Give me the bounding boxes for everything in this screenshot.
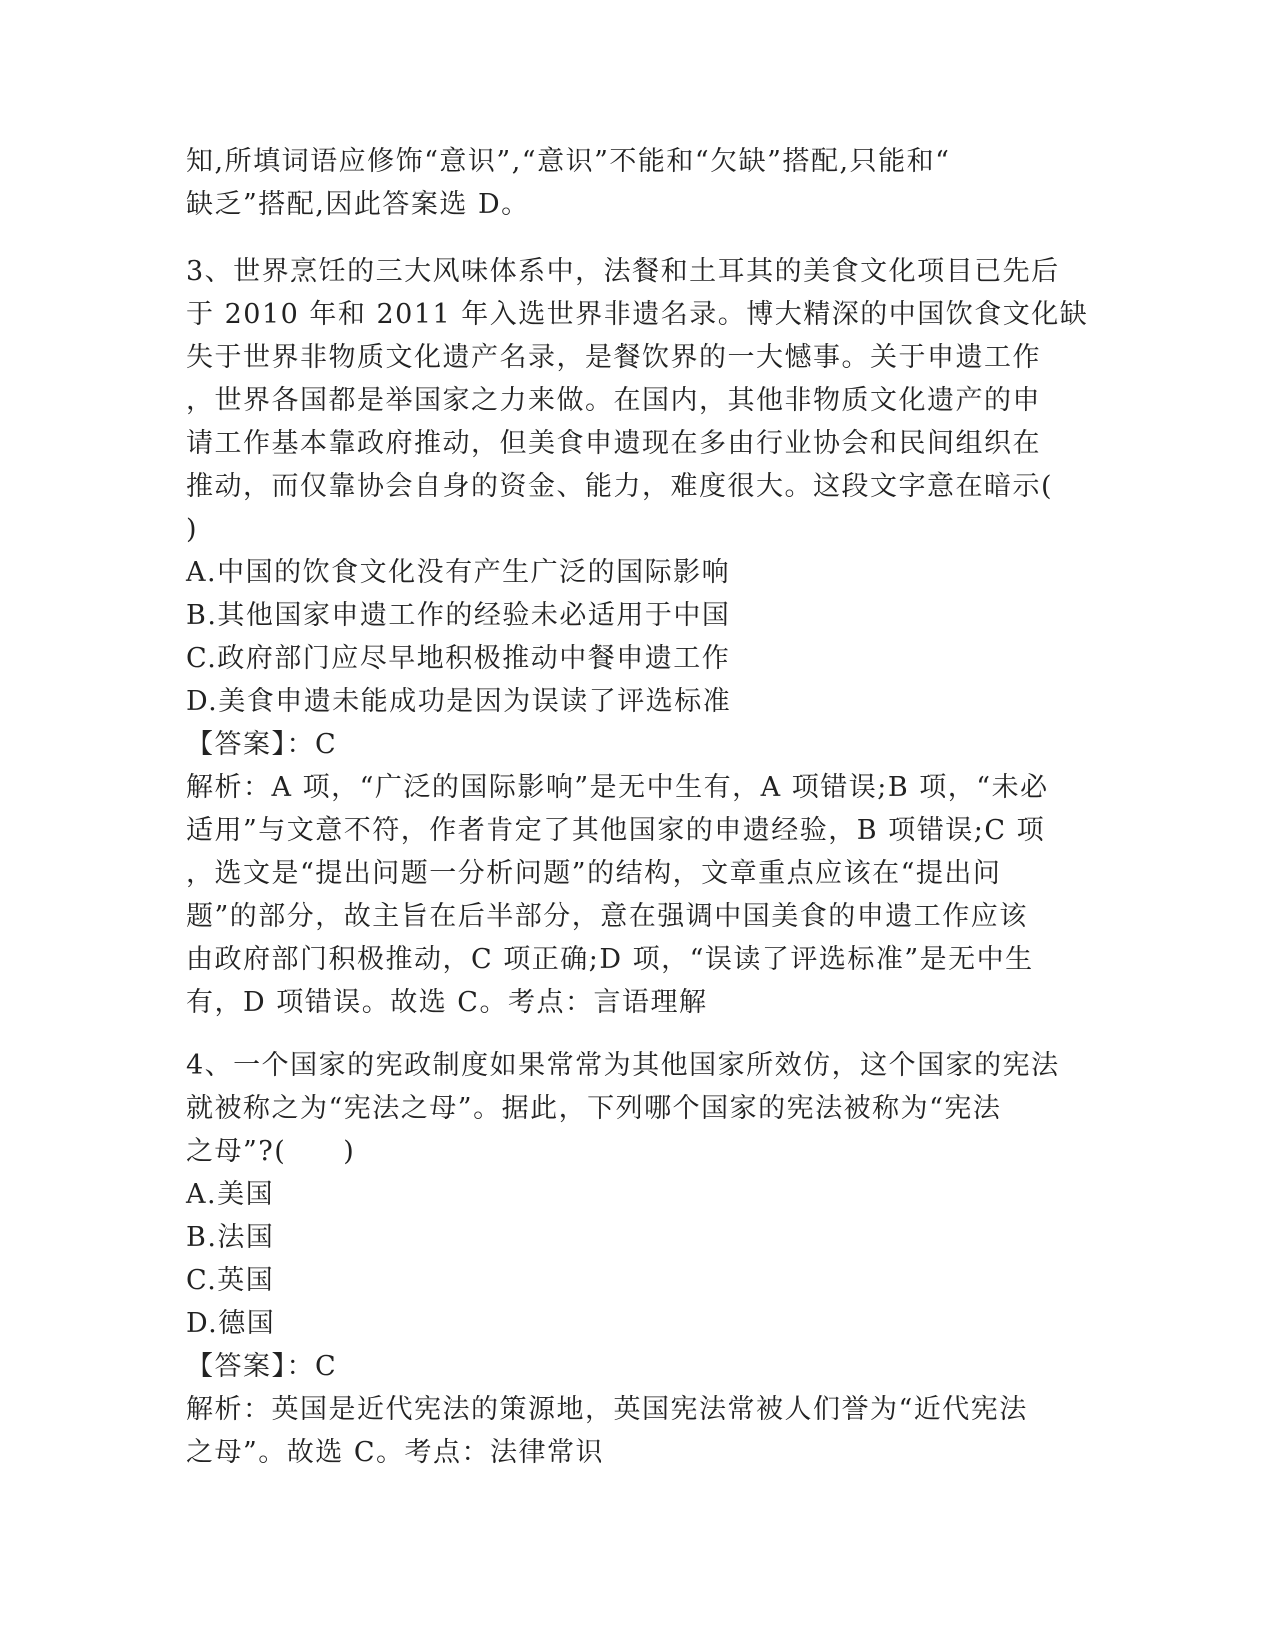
- option-a: A.美国: [186, 1179, 275, 1210]
- option-b: B.其他国家申遗工作的经验未必适用于中国: [186, 600, 731, 631]
- stem-line: 就被称之为“宪法之母”。据此，下列哪个国家的宪法被称为“宪法: [186, 1093, 1002, 1124]
- option-c: C.英国: [186, 1265, 275, 1296]
- text-line: 缺乏”搭配,因此答案选 D。: [186, 189, 530, 220]
- stem-line: 3、世界烹饪的三大风味体系中，法餐和土耳其的美食文化项目已先后: [186, 256, 1060, 287]
- analysis-line: 适用”与文意不符，作者肯定了其他国家的申遗经验，B 项错误;C 项: [186, 815, 1046, 846]
- options-list: [186, 1173, 1086, 1345]
- options-list: [186, 551, 1086, 723]
- stem-line: ，世界各国都是举国家之力来做。在国内，其他非物质文化遗产的申: [186, 385, 1041, 416]
- answer-line: 【答案】：C: [186, 1351, 338, 1382]
- answer-line: 【答案】：C: [186, 729, 338, 760]
- paragraph-gap: [186, 1024, 1086, 1044]
- stem-line: ): [186, 514, 199, 545]
- previous-analysis-continuation: [186, 140, 1086, 226]
- stem-line: 推动，而仅靠协会自身的资金、能力，难度很大。这段文字意在暗示(: [186, 471, 1054, 502]
- analysis-line: 由政府部门积极推动，C 项正确;D 项，“误读了评选标准”是无中生: [186, 944, 1034, 975]
- stem-line: 失于世界非物质文化遗产名录，是餐饮界的一大憾事。关于申遗工作: [186, 342, 1041, 373]
- stem-line: 之母”?( ): [186, 1136, 356, 1167]
- document-page: [186, 140, 1089, 1474]
- question-stem: [186, 1044, 1086, 1173]
- question-stem: [186, 250, 1089, 551]
- text-line: 知,所填词语应修饰“意识”,“意识”不能和“欠缺”搭配,只能和“: [186, 146, 951, 177]
- stem-line: 4、一个国家的宪政制度如果常常为其他国家所效仿，这个国家的宪法: [186, 1050, 1060, 1081]
- option-d: D.美食申遗未能成功是因为误读了评选标准: [186, 686, 732, 717]
- option-b: B.法国: [186, 1222, 275, 1253]
- stem-line: 于 2010 年和 2011 年入选世界非遗名录。博大精深的中国饮食文化缺: [186, 299, 1089, 330]
- paragraph-gap: [186, 226, 1086, 250]
- analysis-line: ，选文是“提出问题一分析问题”的结构，文章重点应该在“提出问: [186, 858, 1002, 889]
- analysis-line: 之母”。故选 C。考点：法律常识: [186, 1437, 605, 1468]
- analysis-line: 题”的部分，故主旨在后半部分，意在强调中国美食的申遗工作应该: [186, 901, 1028, 932]
- option-c: C.政府部门应尽早地积极推动中餐申遗工作: [186, 643, 731, 674]
- analysis: [186, 1388, 1086, 1474]
- analysis-line: 解析：A 项，“广泛的国际影响”是无中生有，A 项错误;B 项，“未必: [186, 772, 1049, 803]
- option-d: D.德国: [186, 1308, 276, 1339]
- question-3: [186, 250, 1089, 1024]
- question-4: [186, 1044, 1086, 1474]
- analysis-line: 有，D 项错误。故选 C。考点：言语理解: [186, 987, 708, 1018]
- option-a: A.中国的饮食文化没有产生广泛的国际影响: [186, 557, 731, 588]
- analysis-line: 解析：英国是近代宪法的策源地，英国宪法常被人们誉为“近代宪法: [186, 1394, 1028, 1425]
- analysis: [186, 766, 1086, 1024]
- stem-line: 请工作基本靠政府推动，但美食申遗现在多由行业协会和民间组织在: [186, 428, 1041, 459]
